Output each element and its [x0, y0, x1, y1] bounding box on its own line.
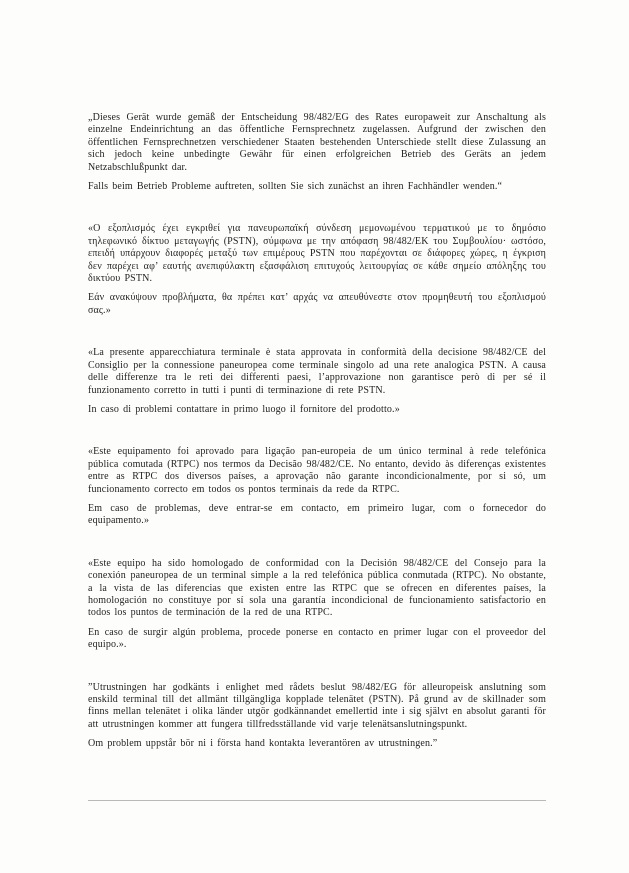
paragraph-spanish-note: En caso de surgir algún problema, procede ponerse en contacto en primer lugar con el proveedor del equipo.».: [88, 626, 546, 651]
text-section-greek: [88, 223, 546, 317]
paragraph-german-main: „Dieses Gerät wurde gemäß der Entscheidung 98/482/EG des Rates europaweit zur Anschaltung als einzelne Endeinrichtung an das öffentliche Fernsprechnetz zugelassen. Aufgrund der zwischen den öffentlichen Fernsprechnetzen verschiedener Staaten bestehenden Unterschiede stellt diese Zulassung an sich jedoch keine unbedingte Gewähr für einen erfolgreichen Betrieb des Geräts an jedem Netzabschlußpunkt dar.: [88, 112, 546, 173]
paragraph-portuguese-main: «Este equipamento foi aprovado para ligação pan-europeia de um único terminal à rede telefónica pública comutada (RTPC) nos termos da Decisão 98/482/CE. No entanto, devido às diferenças existentes entre as RTPC dos diversos países, a aprovação não garante incondicionalmente, por si só, um funcionamento correcto em todos os pontos terminais da rede da RTPC.: [88, 446, 546, 495]
paragraph-spanish-main: «Este equipo ha sido homologado de conformidad con la Decisión 98/482/CE del Consejo para la conexión paneuropea de un terminal simple a la red telefónica pública conmutada (RTPC). No obstante, a la vista de las diferencias que existen entre las RTPC que se ofrecen en diferentes países, la homologación no constituye por sí sola una garantía incondicional de funcionamiento satisfactorio en todos los puntos de terminación de la red de una RTPC.: [88, 557, 546, 619]
footer-divider-line: [88, 800, 546, 801]
paragraph-portuguese-note: Em caso de problemas, deve entrar-se em contacto, em primeiro lugar, com o fornecedor do equipamento.»: [88, 502, 546, 527]
text-section-swedish: [88, 682, 546, 751]
paragraph-swedish-main: ”Utrustningen har godkänts i enlighet med rådets beslut 98/482/EG för alleuropeisk anslutning som enskild terminal till det allmänt tillgängliga kopplade telenätet (PSTN). På grund av de skillnader som finns mellan telenätet i olika länder utgör godkännandet emellertid inte i sig självt en absolut garanti för att utrustningen kommer att fungera tillfredsställande vid varje telenätsanslutningspunkt.: [88, 681, 546, 730]
text-section-spanish: [88, 558, 546, 652]
text-section-german: [88, 112, 546, 193]
paragraph-greek-main: «Ο εξοπλισμός έχει εγκριθεί για πανευρωπαϊκή σύνδεση μεμονωμένου τερματικού με το δημόσιο τηλεφωνικό δίκτυο μεταγωγής (PSTN), σύμφωνα με την απόφαση 98/482/ΕΚ του Συμβουλίου· ωστόσο, επειδή υπάρχουν διαφορές μεταξύ των επιμέρους PSTN που παρέχονται σε διάφορες χώρες, η έγκριση δεν παρέχει αφ’ εαυτής ανεπιφύλακτη εξασφάλιση επιτυχούς λειτουργίας σε κάθε σημείο απόληξης του δικτύου PSTN.: [88, 223, 546, 285]
text-section-italian: [88, 347, 546, 416]
paragraph-german-note: Falls beim Betrieb Probleme auftreten, sollten Sie sich zunächst an ihren Fachhändler wenden.“: [88, 181, 503, 193]
paragraph-italian-note: In caso di problemi contattare in primo luogo il fornitore del prodotto.»: [88, 403, 400, 415]
text-section-portuguese: [88, 446, 546, 527]
paragraph-greek-note: Εάν ανακύψουν προβλήματα, θα πρέπει κατ’ αρχάς να απευθύνεστε στον προμηθευτή του εξοπλισμού σας.»: [88, 292, 546, 316]
document-content: [88, 112, 546, 781]
paragraph-italian-main: «La presente apparecchiatura terminale è stata approvata in conformità della decisione 98/482/CE del Consiglio per la connessione paneuropea come terminale singolo ad una rete analogica PSTN. A causa delle differenze tra le reti dei differenti paesi, l’approvazione non garantisce però di per sé il funzionamento corretto in tutti i punti di terminazione di rete PSTN.: [88, 347, 546, 396]
paragraph-swedish-note: Om problem uppstår bör ni i första hand kontakta leverantören av utrustningen.”: [88, 738, 438, 750]
